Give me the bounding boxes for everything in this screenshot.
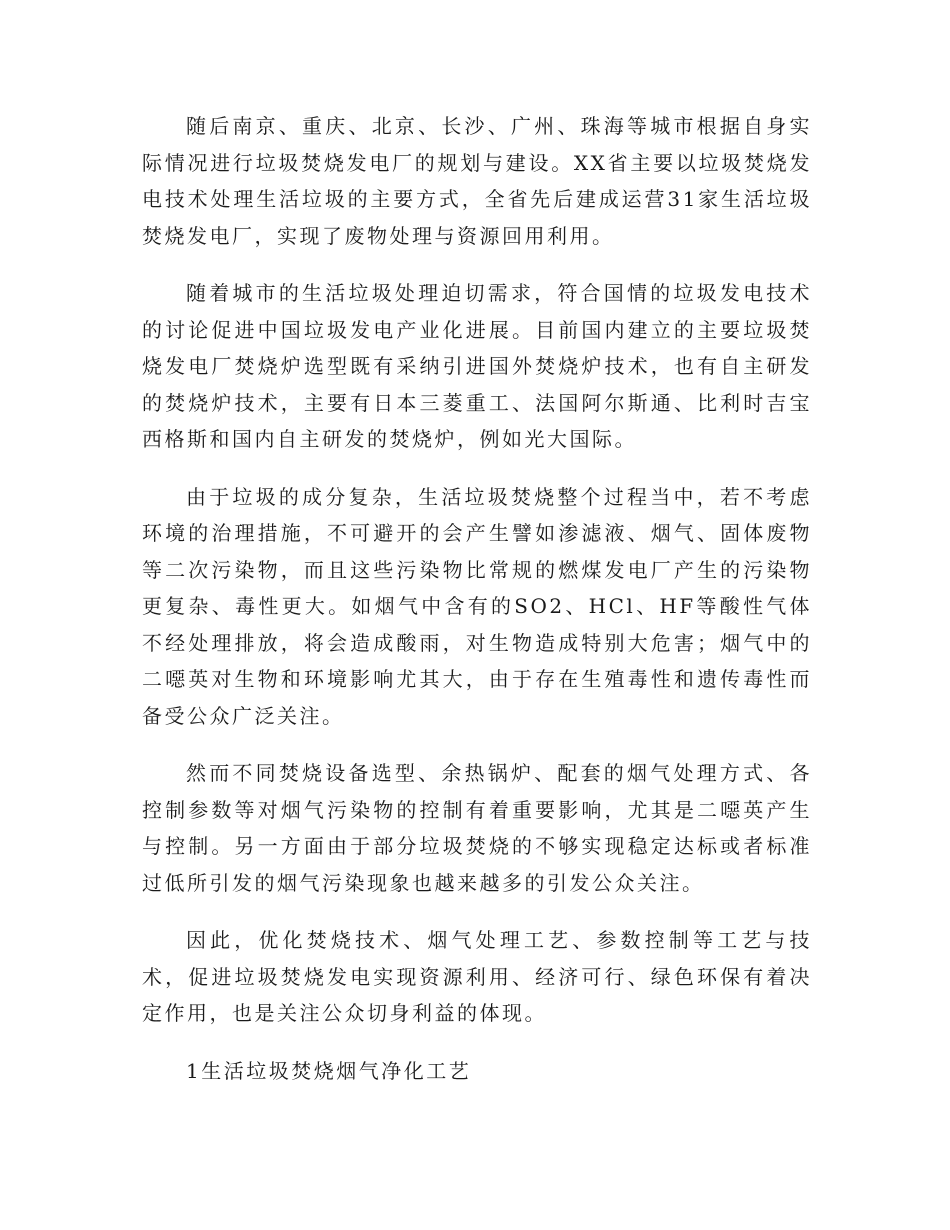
paragraph-2: 随着城市的生活垃圾处理迫切需求，符合国情的垃圾发电技术的讨论促进中国垃圾发电产业化进展。目前国内建立的主要垃圾焚烧发电厂焚烧炉选型既有采纳引进国外焚烧炉技术，也有自主研发的焚烧炉技术，主要有日本三菱重工、法国阿尔斯通、比利时吉宝西格斯和国内自主研发的焚烧炉，例如光大国际。 bbox=[142, 281, 812, 451]
paragraph-4: 然而不同焚烧设备选型、余热锅炉、配套的烟气处理方式、各控制参数等对烟气污染物的控制有着重要影响，尤其是二噁英产生与控制。另一方面由于部分垃圾焚烧的不够实现稳定达标或者标准过低所引发的烟气污染现象也越来越多的引发公众关注。 bbox=[142, 761, 812, 895]
section-heading: 1生活垃圾焚烧烟气净化工艺 bbox=[186, 1058, 472, 1083]
paragraph-1: 随后南京、重庆、北京、长沙、广州、珠海等城市根据自身实际情况进行垃圾焚烧发电厂的规划与建设。XX省主要以垃圾焚烧发电技术处理生活垃圾的主要方式，全省先后建成运营31家生活垃圾焚烧发电厂，实现了废物处理与资源回用利用。 bbox=[142, 114, 812, 248]
paragraph-3: 由于垃圾的成分复杂，生活垃圾焚烧整个过程当中，若不考虑环境的治理措施，不可避开的会产生譬如渗滤液、烟气、固体废物等二次污染物，而且这些污染物比常规的燃煤发电厂产生的污染物更复杂、毒性更大。如烟气中含有的SO2、HCl、HF等酸性气体不经处理排放，将会造成酸雨，对生物造成特别大危害；烟气中的二噁英对生物和环境影响尤其大，由于存在生殖毒性和遗传毒性而备受公众广泛关注。 bbox=[142, 484, 812, 728]
document-body bbox=[142, 108, 812, 1089]
paragraph-5: 因此，优化焚烧技术、烟气处理工艺、参数控制等工艺与技术，促进垃圾焚烧发电实现资源利用、经济可行、绿色环保有着决定作用，也是关注公众切身利益的体现。 bbox=[142, 928, 812, 1025]
